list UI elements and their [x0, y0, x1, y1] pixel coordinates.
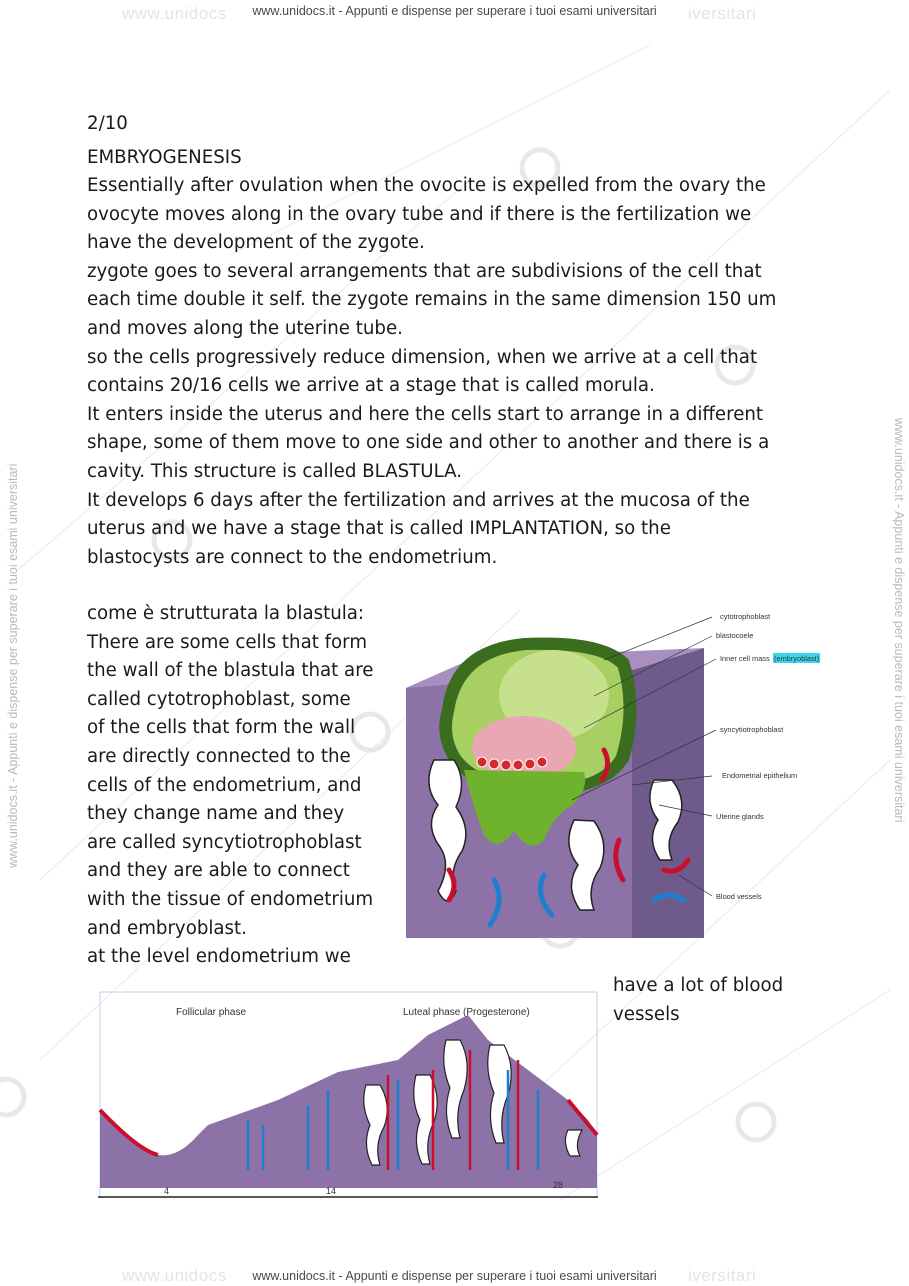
- watermark-ghost-top-right: iversitari: [688, 4, 757, 23]
- paragraph-line: It develops 6 days after the fertilization and arrives at the mucosa of the: [87, 489, 750, 511]
- watermark-ghost-bottom: www.unidocs: [122, 1266, 227, 1285]
- label-follicular-phase: Follicular phase: [176, 1007, 247, 1018]
- endometrium-profile: [100, 1015, 597, 1188]
- page-number: 2/10: [87, 113, 128, 134]
- paragraph-line: ovocyte moves along in the ovary tube and if there is the fertilization we: [87, 203, 752, 225]
- blastula-implantation-figure: [404, 600, 829, 940]
- watermark-top: www.unidocs.it - Appunti e dispense per superare i tuoi esami universitari: [252, 4, 657, 18]
- page-heading: EMBRYOGENESIS: [87, 147, 242, 168]
- watermark-ghost-bottom-right: iversitari: [688, 1266, 757, 1285]
- label-endometrial-epithelium: Endometrial epithelium: [722, 771, 798, 780]
- side-text-line: cells of the endometrium, and: [87, 774, 362, 796]
- side-text-line: come è strutturata la blastula:: [87, 603, 365, 624]
- paragraph-line: shape, some of them move to one side and other to another and there is a: [87, 432, 770, 454]
- label-embryoblast: (embryoblast): [774, 654, 820, 663]
- paragraph-line: It enters inside the uterus and here the cells start to arrange in a different: [87, 403, 764, 425]
- continuation-line: vessels: [613, 1003, 680, 1025]
- continuation-line: have a lot of blood: [613, 975, 784, 996]
- paragraph-line: uterus and we have a stage that is called IMPLANTATION, so the: [87, 518, 671, 540]
- label-luteal-phase: Luteal phase (Progesterone): [403, 1007, 530, 1018]
- paragraph-line: each time double it self. the zygote remains in the same dimension 150 um: [87, 289, 777, 311]
- watermark-ghost-top: www.unidocs: [122, 4, 227, 23]
- side-text-line: with the tissue of endometrium: [87, 889, 374, 910]
- side-text-line: the wall of the blastula that are: [87, 660, 374, 682]
- watermark-right: www.unidocs.it - Appunti e dispense per superare i tuoi esami universitari: [892, 418, 906, 823]
- label-uterine-glands: Uterine glands: [716, 812, 764, 821]
- label-cytotrophoblast: cytotrophoblast: [720, 612, 771, 621]
- side-text-line: There are some cells that form: [87, 631, 368, 653]
- paragraph-line: contains 20/16 cells we arrive at a stage that is called morula.: [87, 375, 655, 397]
- watermark-bottom: www.unidocs.it - Appunti e dispense per superare i tuoi esami universitari: [252, 1269, 657, 1283]
- paragraph-line: cavity. This structure is called BLASTULA.: [87, 461, 463, 482]
- tick-day-14: 14: [326, 1186, 337, 1196]
- side-text-line: and they are able to connect: [87, 860, 350, 882]
- paragraph-line: blastocysts are connect to the endometrium.: [87, 546, 498, 568]
- side-text-line: they change name and they: [87, 803, 345, 825]
- label-inner-cell-mass: Inner cell mass: [720, 654, 770, 663]
- endometrial-cycle-figure: [98, 990, 600, 1202]
- side-text-line: at the level endometrium we: [87, 946, 351, 968]
- side-text-line: called cytotrophoblast, some: [87, 688, 351, 710]
- label-blood-vessels: Blood vessels: [716, 892, 762, 901]
- tick-day-28: 28: [553, 1180, 564, 1190]
- side-text-line: of the cells that form the wall: [87, 717, 356, 739]
- paragraph-line: have the development of the zygote.: [87, 232, 425, 254]
- paragraph-line: and moves along the uterine tube.: [87, 318, 403, 339]
- paragraph-line: so the cells progressively reduce dimension, when we arrive at a cell that: [87, 346, 758, 368]
- label-syncytiotrophoblast: syncytiotrophoblast: [720, 725, 784, 734]
- paragraph-line: Essentially after ovulation when the ovocite is expelled from the ovary the: [87, 175, 766, 196]
- label-blastocoele: blastocoele: [716, 631, 754, 640]
- tick-day-4: 4: [164, 1186, 170, 1196]
- side-text-line: and embryoblast.: [87, 917, 247, 939]
- watermark-left: www.unidocs.it - Appunti e dispense per superare i tuoi esami universitari: [6, 463, 20, 868]
- side-text-line: are called syncytiotrophoblast: [87, 831, 362, 853]
- paragraph-line: zygote goes to several arrangements that are subdivisions of the cell that: [87, 260, 762, 282]
- side-text-line: are directly connected to the: [87, 746, 351, 767]
